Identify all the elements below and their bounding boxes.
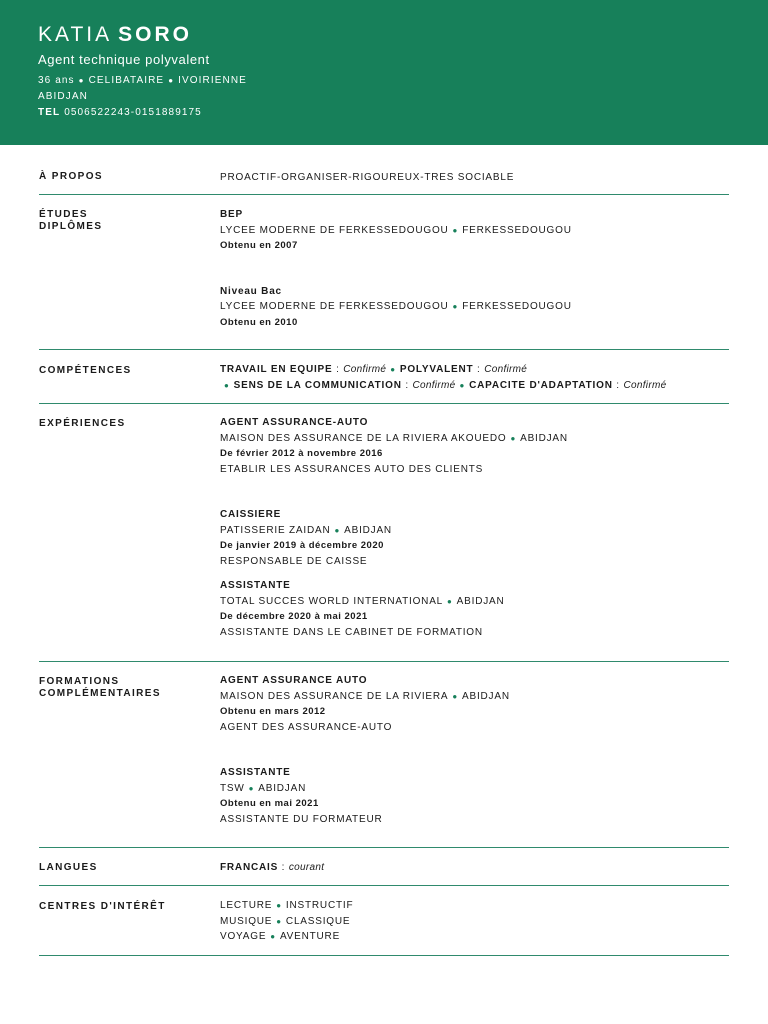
experience-entry [220,578,729,640]
entry-description: ASSISTANTE DU FORMATEUR [220,813,383,825]
skill-level: Confirmé [623,379,667,391]
bullet-icon: ● [276,901,282,910]
bullet-icon: ● [452,691,459,701]
candidate-name [38,22,730,48]
resume-header [0,0,768,145]
section-interests [39,886,729,956]
entry-date: De février 2012 à novembre 2016 [220,448,383,459]
study-entry [220,207,729,254]
interest-entry: VOYAGE ● AVENTURE [220,931,341,942]
entry-date: Obtenu en mars 2012 [220,706,326,717]
entry-date: De janvier 2019 à décembre 2020 [220,540,384,551]
bullet-icon: ● [452,302,459,311]
entry-title: ASSISTANTE [220,767,291,778]
entry-date: De décembre 2020 à mai 2021 [220,611,368,622]
experience-entry [220,507,729,569]
bullet-icon: ● [248,783,255,793]
bullet-icon: ● [78,76,85,85]
entry-place: ABIDJAN [520,432,568,444]
entry-title: AGENT ASSURANCE AUTO [220,675,368,686]
entry-description: ETABLIR LES ASSURANCES AUTO DES CLIENTS [220,463,484,475]
entry-title: CAISSIERE [220,509,282,520]
skill-name: TRAVAIL EN EQUIPE [220,364,333,375]
phone-number: 0506522243-0151889175 [64,107,202,118]
section-label: EXPÉRIENCES [39,418,126,429]
entry-date: Obtenu en 2010 [220,316,298,328]
section-languages [39,848,729,886]
age: 36 ans [38,75,75,86]
skill-level: Confirmé [343,364,387,375]
entry-description: RESPONSABLE DE CAISSE [220,555,368,567]
skill-level: Confirmé [412,379,456,391]
skill-name: CAPACITE D'ADAPTATION [469,379,613,391]
entry-description: AGENT DES ASSURANCE-AUTO [220,721,393,733]
language-name: FRANCAIS [220,862,279,873]
skills-line: TRAVAIL EN EQUIPE : Confirmé ● POLYVALENT : Confirmé [220,364,528,375]
entry-title: ASSISTANTE [220,580,291,591]
entry-title: AGENT ASSURANCE-AUTO [220,417,369,428]
skill-level: Confirmé [484,364,528,375]
skill-name: SENS DE LA COMMUNICATION [233,379,402,391]
entry-place: ABIDJAN [258,782,307,794]
language-level: courant [288,862,325,873]
entry-place: FERKESSEDOUGOU [462,301,572,312]
language-entry: FRANCAIS : courant [220,862,325,873]
section-label: LANGUES [39,862,98,873]
section-studies [39,195,729,350]
entry-place: ABIDJAN [344,524,392,536]
last-name: SORO [118,23,192,46]
skills-line: ● SENS DE LA COMMUNICATION : Confirmé ● CAPACITE D'ADAPTATION : Confirmé [224,379,667,391]
experience-entry [220,415,729,477]
entry-place: ABIDJAN [456,595,505,607]
training-entry [220,765,729,827]
entry-title: BEP [220,209,243,220]
entry-company: MAISON DES ASSURANCE DE LA RIVIERA AKOUEDO [220,432,507,444]
bullet-icon: ● [276,916,282,926]
bullet-icon: ● [452,225,459,235]
skill-name: POLYVALENT [399,364,474,375]
entry-date: Obtenu en 2007 [220,240,298,251]
bullet-icon: ● [510,433,517,443]
section-label: ÉTUDES DIPLÔMES [39,209,103,232]
bullet-icon: ● [168,76,175,85]
section-label: FORMATIONS COMPLÉMENTAIRES [39,676,161,699]
training-entry [220,673,729,735]
bullet-icon: ● [390,365,396,374]
entry-school: MAISON DES ASSURANCE DE LA RIVIERA [220,690,449,702]
bullet-icon: ● [447,596,453,606]
section-label: À PROPOS [39,171,103,182]
section-trainings [39,662,729,848]
interest-entry: MUSIQUE ● CLASSIQUE [220,915,351,927]
section-label: CENTRES D'INTÉRÊT [39,901,166,912]
bullet-icon: ● [459,380,466,390]
nationality: IVOIRIENNE [178,75,247,86]
marital-status: CELIBATAIRE [88,75,165,86]
entry-school: LYCEE MODERNE DE FERKESSEDOUGOU [220,224,449,236]
section-skills [39,350,729,404]
resume-content [0,145,768,956]
section-about [39,145,729,195]
entry-place: FERKESSEDOUGOU [462,224,572,236]
first-name: KATIA [38,23,113,46]
personal-info [38,73,730,121]
entry-date: Obtenu en mai 2021 [220,798,319,809]
study-entry [220,284,729,331]
bullet-icon: ● [270,932,276,941]
tel-label: TEL [38,107,61,118]
section-label: COMPÉTENCES [39,365,132,376]
interest-entry: LECTURE ● INSTRUCTIF [220,900,354,911]
bullet-icon: ● [224,380,230,390]
about-text: PROACTIF-ORGANISER-RIGOUREUX-TRES SOCIABLE [220,172,515,183]
city: ABIDJAN [38,91,88,102]
section-experiences [39,404,729,662]
entry-company: TOTAL SUCCES WORLD INTERNATIONAL [220,595,444,607]
entry-school: LYCEE MODERNE DE FERKESSEDOUGOU [220,301,449,312]
bullet-icon: ● [334,525,341,535]
entry-place: ABIDJAN [462,690,510,702]
entry-title: Niveau Bac [220,285,282,297]
job-title: Agent technique polyvalent [38,52,210,67]
entry-school: TSW [220,782,245,794]
entry-description: ASSISTANTE DANS LE CABINET DE FORMATION [220,626,483,638]
entry-company: PATISSERIE ZAIDAN [220,524,331,536]
